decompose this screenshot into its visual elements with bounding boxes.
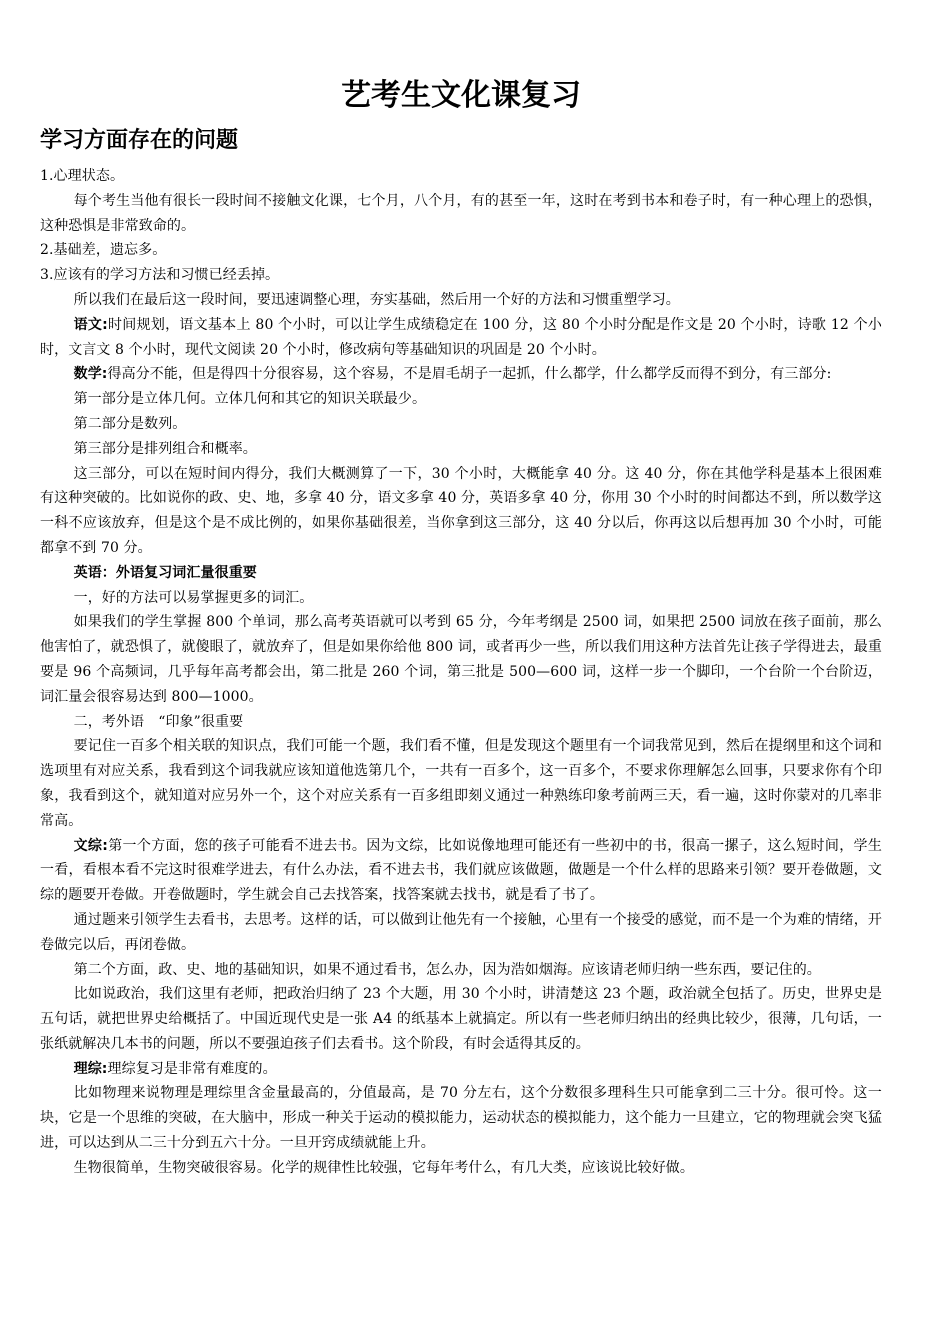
paragraph-16: 要记住一百多个相关联的知识点，我们可能一个题，我们看不懂，但是发现这个题里有一个词我常见到，然后在提纲里和这个词和选项里有对应关系，我看到这个词我就应该知道他选第几个，一共有一百多个，这一百多个，不要求你理解怎么回事，只要求你有个印象，我看到这个，就知道对应另外一个，这个对应关系有一百多组即刻义通过一种熟练印象考前两三天，看一遍，这时你蒙对的几率非常高。: [40, 738, 882, 829]
subject-label-chinese: 语文:: [73, 316, 108, 333]
paragraph-10: 第三部分是排列组合和概率。: [73, 440, 257, 457]
section-heading: 学习方面存在的问题: [40, 128, 239, 153]
paragraph-14: 如果我们的学生掌握 800 个单词，那么高考英语就可以考到 65 分，今年考纲是 2500 词，如果把 2500 词放在孩子面前，那么他害怕了，就恐惧了，就傻眼了，就放弃了，但是如果你给他 800 词，或者再少一些，所以我们用这种方法首先让孩子学得进去，最重要是 96 个高频词，几乎每年高考都会出，第二批是 260 个词，第三批是 500—600 词，这样一步一个脚印，一个台阶一个台阶迈，词汇量会很容易达到 800—1000。: [40, 614, 882, 705]
paragraph-18: 通过题来引领学生去看书，去思考。这样的话，可以做到让他先有一个接触，心里有一个接受的感觉，而不是一个为难的情绪，开卷做完以后，再闭卷做。: [40, 911, 882, 953]
paragraph-science-text: 理综复习是非常有难度的。: [107, 1060, 277, 1077]
subject-label-liberal-arts: 文综:: [73, 837, 108, 854]
subject-heading-english: [40, 561, 882, 586]
subject-heading-english-text: 英语：外语复习词汇量很重要: [73, 564, 257, 581]
subject-label-science: 理综:: [73, 1060, 108, 1077]
paragraph-3: 2.基础差，遗忘多。: [40, 242, 167, 259]
paragraph-4: 3.应该有的学习方法和习惯已经丢掉。: [40, 267, 280, 284]
paragraph-19: 第二个方面，政、史、地的基础知识，如果不通过看书，怎么办，因为浩如烟海。应该请老师归纳一些东西，要记住的。: [73, 961, 821, 978]
paragraph-22: 比如物理来说物理是理综里含金量最高的，分值最高，是 70 分左右，这个分数很多理科生只可能拿到二三十分。很可怜。这一块，它是一个思维的突破，在大脑中，形成一种关于运动的模拟能力，运动状态的模拟能力，这个能力一旦建立，它的物理就会突飞猛进，可以达到从二三十分到五六十分。一旦开窍成绩就能上升。: [40, 1085, 882, 1152]
paragraph-liberal-arts: [40, 834, 882, 908]
paragraph-math: [40, 362, 882, 387]
paragraph-liberal-arts-text: 第一个方面，您的孩子可能看不进去书。因为文综，比如说像地理可能还有一些初中的书，很高一摞子，这么短时间，学生一看，看根本看不完这时很难学进去，有什么办法，看不进去书，我们就应该做题，做题是一个什么样的思路来引领？要开卷做题，文综的题要开卷做。开卷做题时，学生就会自己去找答案，找答案就去找书，就是看了书了。: [40, 837, 882, 904]
paragraph-math-text: 得高分不能，但是得四十分很容易，这个容易，不是眉毛胡子一起抓，什么都学，什么都学反而得不到分，有三部分:: [107, 366, 832, 383]
document-title: 艺考生文化课复习: [341, 78, 581, 113]
paragraph-8: 第一部分是立体几何。立体几何和其它的知识关联最少。: [73, 391, 427, 408]
paragraph-9: 第二部分是数列。: [73, 415, 187, 432]
paragraph-15: 二，考外语 “印象”很重要: [73, 713, 244, 730]
paragraph-23: 生物很简单，生物突破很容易。化学的规律性比较强，它每年考什么，有几大类，应该说比较好做。: [73, 1159, 694, 1176]
paragraph-chinese-text: 时间规划，语文基本上 80 个小时，可以让学生成绩稳定在 100 分，这 80 个小时分配是作文是 20 个小时，诗歌 12 个小时，文言文 8 个小时，现代文阅读 20 个小时，修改病句等基础知识的巩固是 20 个小时。: [40, 316, 882, 358]
subject-label-math: 数学:: [73, 366, 108, 383]
paragraph-5: 所以我们在最后这一段时间，要迅速调整心理，夯实基础，然后用一个好的方法和习惯重塑学习。: [73, 291, 680, 308]
paragraph-11: 这三部分，可以在短时间内得分，我们大概测算了一下，30 个小时，大概能拿 40 分。这 40 分，你在其他学科是基本上很困难有这种突破的。比如说你的政、史、地，多拿 40 分，语文多拿 40 分，英语多拿 40 分，你用 30 个小时的时间都达不到，所以数学这一科不应该放弃，但是这个是不成比例的，如果你基础很差，当你拿到这三部分，这 40 分以后，你再这以后想再加 30 个小时，可能都拿不到 70 分。: [40, 465, 882, 556]
document-page: [40, 76, 882, 1181]
paragraph-science: [40, 1057, 882, 1082]
paragraph-1: 1.心理状态。: [40, 168, 125, 184]
paragraph-2: 每个考生当他有很长一段时间不接触文化课，七个月，八个月，有的甚至一年，这时在考到书本和卷子时，有一种心理上的恐惧，这种恐惧是非常致命的。: [40, 192, 882, 234]
paragraph-20: 比如说政治，我们这里有老师，把政治归纳了 23 个大题，用 30 个小时，讲清楚这 23 个题，政治就全包括了。历史，世界史是五句话，就把世界史给概括了。中国近现代史是一张 A4 的纸基本上就搞定。所以有一些老师归纳出的经典比较少，很薄，几句话，一张纸就解决几本书的问题，所以不要强迫孩子们去看书。这个阶段，有时会适得其反的。: [40, 986, 882, 1052]
paragraph-13: 一，好的方法可以易掌握更多的词汇。: [73, 589, 314, 606]
paragraph-chinese: [40, 313, 882, 363]
